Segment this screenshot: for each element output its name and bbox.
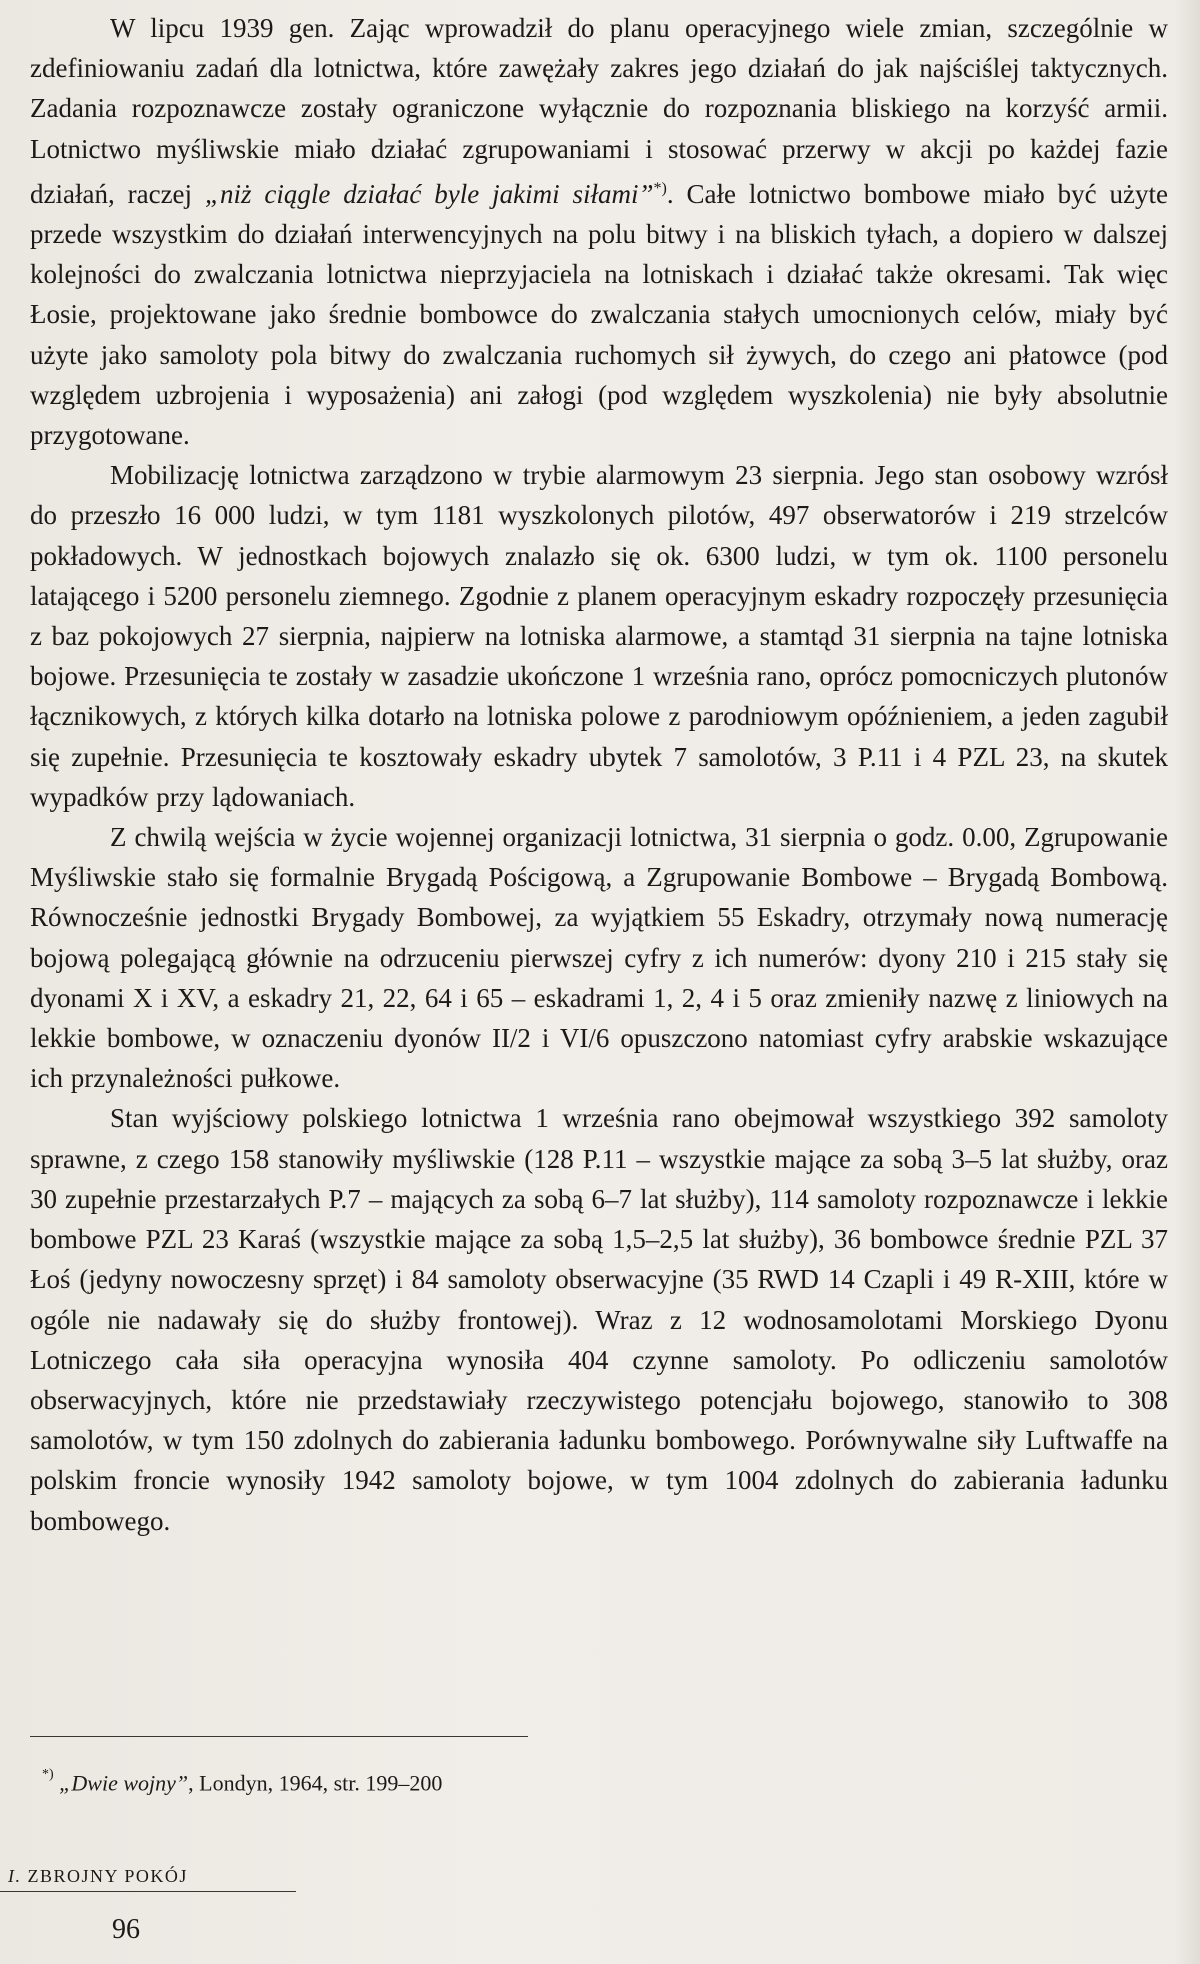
paragraph-1-continuation: . Całe lotnictwo bombowe miało być użyte przede wszystkim do działań interwencyjnych na polu bitwy i na bliskich tyłach, a dopiero w dalszej kolejności do zwalczania lotnictwa nieprzyjaciela na lotniskach i działać także okresami. Tak więc Łosie, projektowane jako średnie bombowce do zwalczania stałych umocnionych celów, miały być użyte jako samoloty pola bitwy do zwalczania ruchomych sił żywych, do czego ani płatowce (pod względem uzbrojenia i wyposażenia) ani załogi (pod względem wyszkolenia) nie były absolutnie przygotowane. bbox=[30, 178, 1168, 451]
page-number: 96 bbox=[112, 1914, 140, 1945]
paragraph-1 bbox=[30, 8, 1168, 455]
main-text bbox=[30, 8, 1168, 1541]
paragraph-4: Stan wyjściowy polskiego lotnictwa 1 września rano obejmował wszystkiego 392 samoloty sprawne, z czego 158 stanowiły myśliwskie (128 P.11 – wszystkie mające za sobą 3–5 lat służby, oraz 30 zupełnie przestarzałych P.7 – mających za sobą 6–7 lat służby), 114 samoloty rozpoznawcze i lekkie bombowe PZL 23 Karaś (wszystkie mające za sobą 1,5–2,5 lat służby), 36 bombowce średnie PZL 37 Łoś (jedyny nowoczesny sprzęt) i 84 samoloty obserwacyjne (35 RWD 14 Czapli i 49 R-XIII, które w ogóle nie nadawały się do służby frontowej). Wraz z 12 wodnosamolotami Morskiego Dyonu Lotniczego cała siła operacyjna wynosiła 404 czynne samoloty. Po odliczeniu samolotów obserwacyjnych, które nie przedstawiały rzeczywistego potencjału bojowego, stanowiło to 308 samolotów, w tym 150 zdolnych do zabierania ładunku bombowego. Porównywalne siły Luftwaffe na polskim froncie wynosiły 1942 samoloty bojowe, w tym 1004 zdolnych do zabierania ładunku bombowego. bbox=[30, 1103, 1168, 1536]
footnote-divider bbox=[30, 1736, 528, 1737]
paragraph-3: Z chwilą wejścia w życie wojennej organizacji lotnictwa, 31 sierpnia o godz. 0.00, Zgrupowanie Myśliwskie stało się formalnie Brygadą Pościgową, a Zgrupowanie Bombowe – Brygadą Bombową. Równocześnie jednostki Brygady Bombowej, za wyjątkiem 55 Eskadry, otrzymały nową numerację bojową polegającą głównie na odrzuceniu pierwszej cyfry z ich numerów: dyony 210 i 215 stały się dyonami X i XV, a eskadry 21, 22, 64 i 65 – eskadrami 1, 2, 4 i 5 oraz zmieniły nazwę z liniowych na lekkie bombowe, w oznaczeniu dyonów II/2 i VI/6 opuszczono natomiast cyfry arabskie wskazujące ich przynależności pułkowe. bbox=[30, 822, 1168, 1094]
footnote bbox=[42, 1764, 442, 1798]
running-head-numeral: I. bbox=[8, 1866, 22, 1886]
paragraph-2: Mobilizację lotnictwa zarządzono w trybie alarmowym 23 sierpnia. Jego stan osobowy wzrósł do przeszło 16 000 ludzi, w tym 1181 wyszkolonych pilotów, 497 obserwatorów i 219 strzelców pokładowych. W jednostkach bojowych znalazło się ok. 6300 ludzi, w tym ok. 1100 personelu latającego i 5200 personelu ziemnego. Zgodnie z planem operacyjnym eskadry rozpoczęły przesunięcia z baz pokojowych 27 sierpnia, najpierw na lotniska alarmowe, a stamtąd 31 sierpnia na tajne lotniska bojowe. Przesunięcia te zostały w zasadzie ukończone 1 września rano, oprócz pomocniczych plutonów łącznikowych, z których kilka dotarło na lotniska polowe z parodniowym opóźnieniem, a jeden zagubił się zupełnie. Przesunięcia te kosztowały eskadry ubytek 7 samolotów, 3 P.11 i 4 PZL 23, na skutek wypadków przy lądowaniach. bbox=[30, 460, 1168, 812]
footnote-text: , Londyn, 1964, str. 199–200 bbox=[188, 1770, 443, 1796]
italic-quote: „niż ciągle działać byle jakimi siłami” bbox=[204, 178, 654, 209]
footnote-reference: *) bbox=[653, 179, 667, 197]
footnote-title: „Dwie wojny” bbox=[59, 1770, 189, 1796]
running-head bbox=[8, 1866, 188, 1887]
running-head-divider bbox=[0, 1891, 296, 1892]
paragraph-1-text: W lipcu 1939 gen. Zając wprowadził do planu operacyjnego wiele zmian, szczególnie w zdefiniowaniu zadań dla lotnictwa, które zawężały zakres jego działań do jak najściślej taktycznych. Zadania rozpoznawcze zostały ograniczone wyłącznie do rozpoznania bliskiego na korzyść armii. Lotnictwo myśliwskie miało działać zgrupowaniami i stosować przerwy w akcji po każdej fazie działań, raczej bbox=[30, 13, 1168, 209]
running-head-title: ZBROJNY POKÓJ bbox=[27, 1866, 188, 1886]
footnote-marker: *) bbox=[42, 1767, 54, 1782]
page-edge-shadow bbox=[1174, 0, 1200, 1964]
